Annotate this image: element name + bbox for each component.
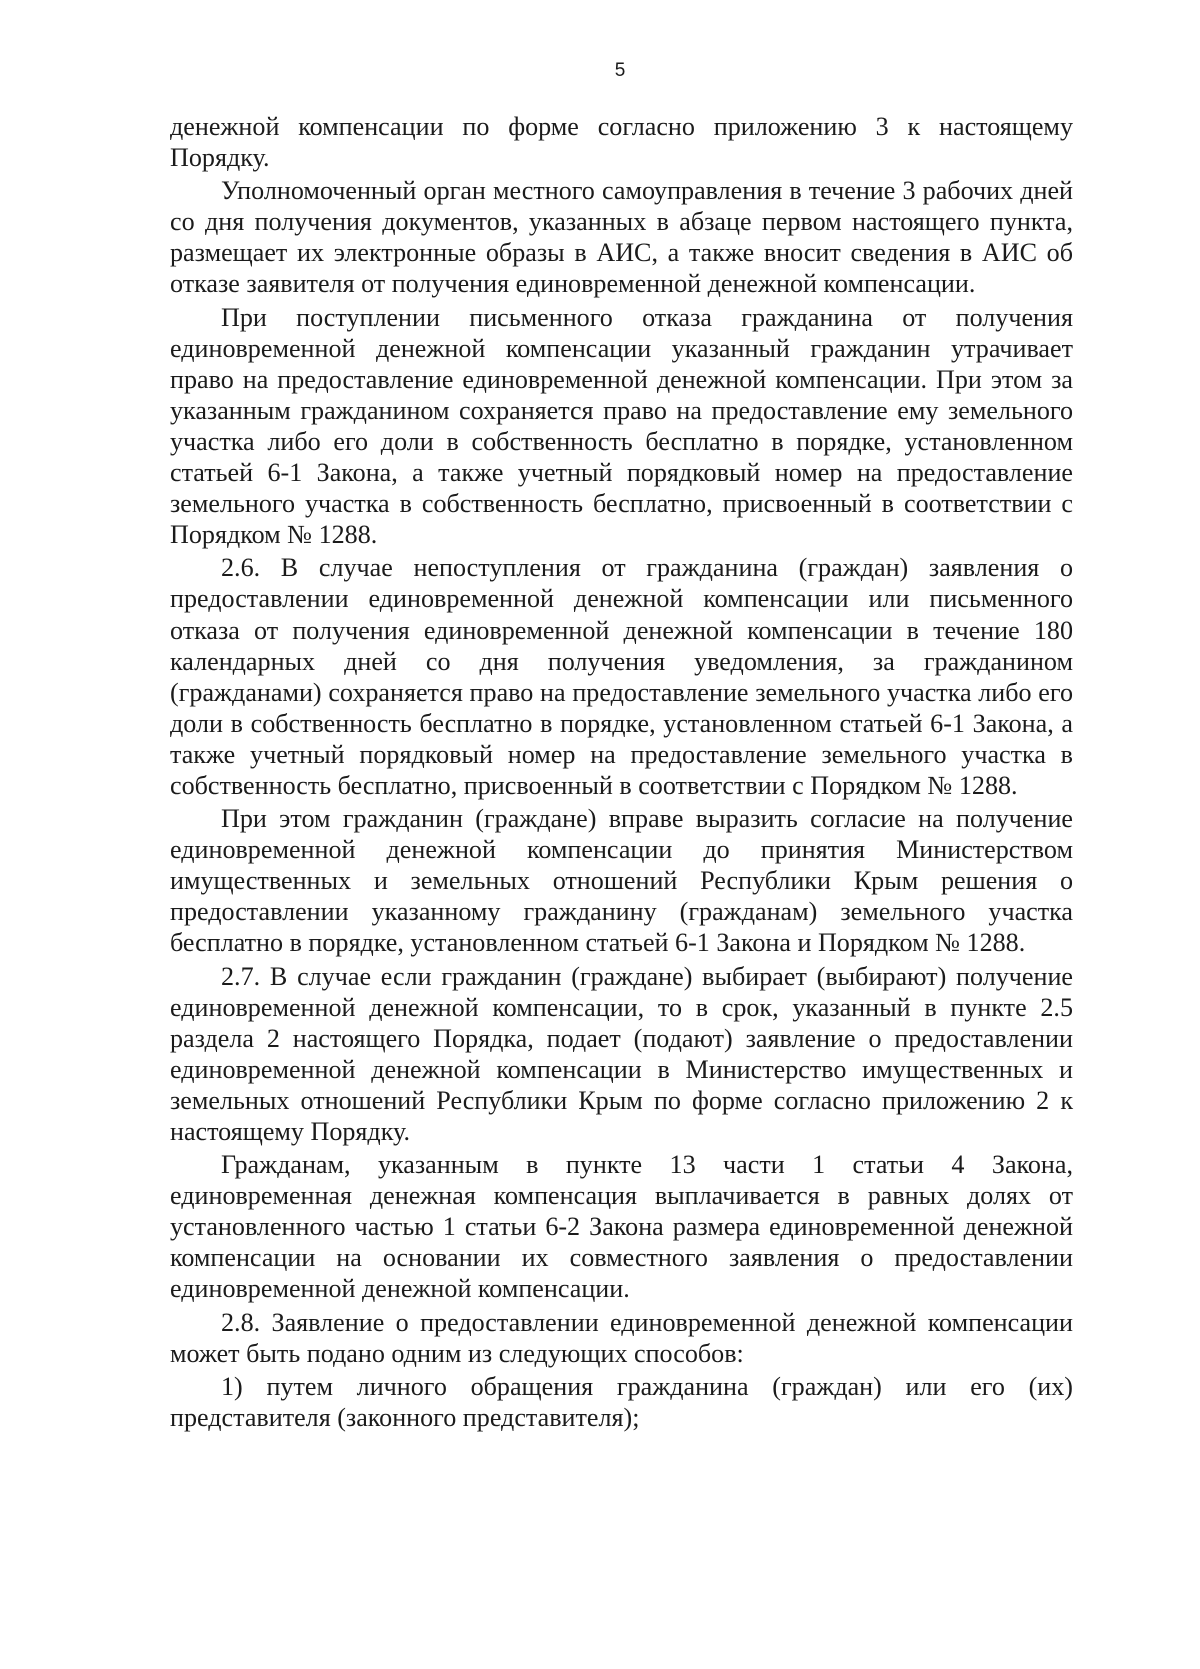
paragraph-ais-upload: Уполномоченный орган местного самоуправления в течение 3 рабочих дней со дня получения документов, указанных в абзаце первом настоящего пункта, размещает их электронные образы в АИС, а также вносит сведения в АИС об отказе заявителя от получения единовременной денежной компенсации.	[170, 176, 1073, 299]
paragraph-method-1: 1) путем личного обращения гражданина (граждан) или его (их) представителя (законного представителя);	[170, 1371, 1073, 1432]
paragraph-clause-2-8: 2.8. Заявление о предоставлении единовременной денежной компенсации может быть подано одним из следующих способов:	[170, 1307, 1073, 1368]
paragraph-continuation: денежной компенсации по форме согласно приложению 3 к настоящему Порядку.	[170, 112, 1073, 173]
paragraph-clause-2-7: 2.7. В случае если гражданин (граждане) выбирает (выбирают) получение единовременной денежной компенсации, то в срок, указанный в пункте 2.5 раздела 2 настоящего Порядка, подает (подают) заявление о предоставлении единовременной денежной компенсации в Министерство имущественных и земельных отношений Республики Крым по форме согласно приложению 2 к настоящему Порядку.	[170, 961, 1073, 1146]
document-body	[170, 111, 1073, 1433]
page-number: 5	[614, 60, 626, 81]
paragraph-clause-2-6: 2.6. В случае непоступления от гражданина (граждан) заявления о предоставлении единовременной денежной компенсации или письменного отказа от получения единовременной денежной компенсации в течение 180 календарных дней со дня получения уведомления, за гражданином (гражданами) сохраняется право на предоставление земельного участка либо его доли в собственность бесплатно в порядке, установленном статьей 6-1 Закона, а также учетный порядковый номер на предоставление земельного участка в собственность бесплатно, присвоенный в соответствии с Порядком № 1288.	[170, 553, 1073, 800]
paragraph-written-refusal: При поступлении письменного отказа гражданина от получения единовременной денежной компенсации указанный гражданин утрачивает право на предоставление единовременной денежной компенсации. При этом за указанным гражданином сохраняется право на предоставление ему земельного участка либо его доли в собственность бесплатно в порядке, установленном статьей 6-1 Закона, а также учетный порядковый номер на предоставление земельного участка в собственность бесплатно, присвоенный в соответствии с Порядком № 1288.	[170, 302, 1073, 550]
paragraph-consent: При этом гражданин (граждане) вправе выразить согласие на получение единовременной денежной компенсации до принятия Министерством имущественных и земельных отношений Республики Крым решения о предоставлении указанному гражданину (гражданам) земельного участка бесплатно в порядке, установленном статьей 6-1 Закона и Порядком № 1288.	[170, 804, 1073, 958]
paragraph-equal-shares: Гражданам, указанным в пункте 13 части 1 статьи 4 Закона, единовременная денежная компенсация выплачивается в равных долях от установленного частью 1 статьи 6-2 Закона размера единовременной денежной компенсации на основании их совместного заявления о предоставлении единовременной денежной компенсации.	[170, 1150, 1073, 1304]
